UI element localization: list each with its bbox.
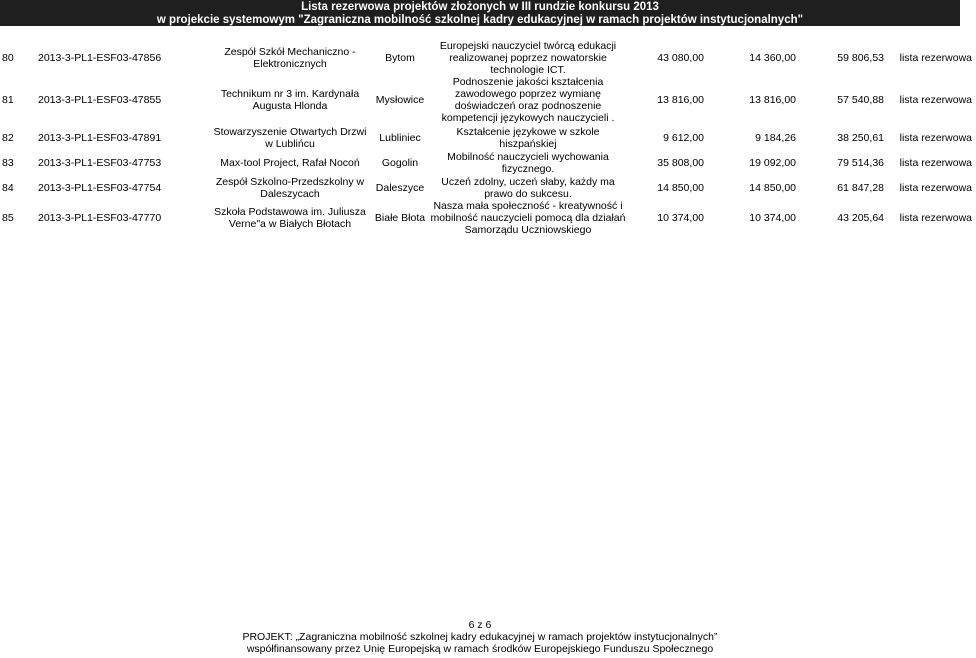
row-status: lista rezerwowa xyxy=(899,94,972,106)
row-city: Lubliniec xyxy=(379,131,421,144)
row-city: Gogolin xyxy=(381,157,419,169)
row-organization: Technikum nr 3 im. Kardynała Augusta Hlonda xyxy=(220,88,360,112)
row-status: lista rezerwowa xyxy=(899,131,972,144)
row-amount-1: 13 816,00 xyxy=(657,94,704,106)
row-organization: Szkoła Podstawowa im. Juliusza Verne"a w Białych Błotach xyxy=(214,206,366,230)
document-header xyxy=(0,0,960,26)
row-amount-1: 35 808,00 xyxy=(657,157,704,169)
row-amount-2: 14 850,00 xyxy=(749,181,796,194)
row-lp: 85 xyxy=(2,212,14,224)
row-organization: Zespół Szkół Mechaniczno - Elektronicznych xyxy=(224,46,356,70)
row-status: lista rezerwowa xyxy=(899,181,972,194)
row-status: lista rezerwowa xyxy=(899,52,972,64)
row-amount-3: 43 205,64 xyxy=(837,212,884,224)
row-city: Białe Błota xyxy=(374,212,426,224)
row-organization: Zespół Szkolno-Przedszkolny w Daleszycach xyxy=(215,175,365,200)
row-organization: Max-tool Project, Rafał Nocoń xyxy=(220,157,360,169)
row-amount-1: 43 080,00 xyxy=(657,52,704,64)
table-row xyxy=(0,76,976,124)
row-organization: Stowarzyszenie Otwartych Drzwi w Lublińcu xyxy=(213,125,367,150)
row-amount-1: 14 850,00 xyxy=(657,181,704,194)
row-lp: 84 xyxy=(2,181,14,194)
row-city: Mysłowice xyxy=(375,94,425,106)
row-amount-1: 10 374,00 xyxy=(657,212,704,224)
row-amount-3: 57 540,88 xyxy=(837,94,884,106)
row-project-title: Uczeń zdolny, uczeń słaby, każdy ma prawo do sukcesu. xyxy=(441,175,615,200)
row-status: lista rezerwowa xyxy=(899,212,972,224)
row-project-title: Mobilność nauczycieli wychowania fizycznego. xyxy=(447,151,609,175)
row-project-title: Podnoszenie jakości kształcenia zawodowego poprzez wymianę doświadczeń oraz podnoszenie kompetencji językowych nauczycieli . xyxy=(441,76,615,124)
header-title: Lista rezerwowa projektów złożonych w III rundzie konkursu 2013 xyxy=(301,1,659,13)
row-amount-2: 13 816,00 xyxy=(749,94,796,106)
table-row xyxy=(0,40,976,76)
row-amount-1: 9 612,00 xyxy=(663,131,704,144)
row-lp: 80 xyxy=(2,52,14,64)
row-project-number: 2013-3-PL1-ESF03-47891 xyxy=(38,131,162,144)
row-project-title: Europejski nauczyciel twórcą edukacji realizowanej poprzez nowatorskie technologie ICT. xyxy=(439,40,617,76)
header-subtitle: w projekcie systemowym "Zagraniczna mobilność szkolnej kadry edukacyjnej w ramach projektów instytucjonalnych" xyxy=(156,13,804,26)
page-number: 6 z 6 xyxy=(468,619,492,631)
row-project-number: 2013-3-PL1-ESF03-47754 xyxy=(38,181,162,194)
row-amount-3: 61 847,28 xyxy=(837,181,884,194)
footer-cofinancing-note: współfinansowany przez Unię Europejską w ramach środków Europejskiego Funduszu Społecznego xyxy=(246,643,714,655)
page-footer xyxy=(0,619,960,655)
row-city: Daleszyce xyxy=(375,181,425,194)
footer-project-name: PROJEKT: „Zagraniczna mobilność szkolnej kadry edukacyjnej w ramach projektów instytucjonalnych” xyxy=(242,631,718,643)
row-project-number: 2013-3-PL1-ESF03-47770 xyxy=(38,212,162,224)
row-amount-2: 19 092,00 xyxy=(749,157,796,169)
table-row xyxy=(0,124,976,151)
row-project-number: 2013-3-PL1-ESF03-47753 xyxy=(38,157,162,169)
row-amount-3: 79 514,36 xyxy=(837,157,884,169)
row-lp: 82 xyxy=(2,131,14,144)
row-city: Bytom xyxy=(385,52,415,64)
table-row xyxy=(0,151,976,175)
table-row xyxy=(0,175,976,200)
row-lp: 83 xyxy=(2,157,14,169)
row-project-title: Nasza mała społeczność - kreatywność i mobilność nauczycieli pomocą dla działań Samorządu Uczniowskiego xyxy=(430,200,626,236)
row-project-number: 2013-3-PL1-ESF03-47856 xyxy=(38,52,162,64)
row-amount-2: 9 184,26 xyxy=(755,131,796,144)
row-status: lista rezerwowa xyxy=(899,157,972,169)
reserve-list-table xyxy=(0,40,976,236)
table-row xyxy=(0,200,976,236)
row-amount-2: 14 360,00 xyxy=(749,52,796,64)
row-amount-3: 59 806,53 xyxy=(837,52,884,64)
row-amount-3: 38 250,61 xyxy=(837,131,884,144)
row-project-title: Kształcenie językowe w szkole hiszpańskiej xyxy=(456,125,600,150)
row-project-number: 2013-3-PL1-ESF03-47855 xyxy=(38,94,162,106)
row-amount-2: 10 374,00 xyxy=(749,212,796,224)
row-lp: 81 xyxy=(2,94,14,106)
